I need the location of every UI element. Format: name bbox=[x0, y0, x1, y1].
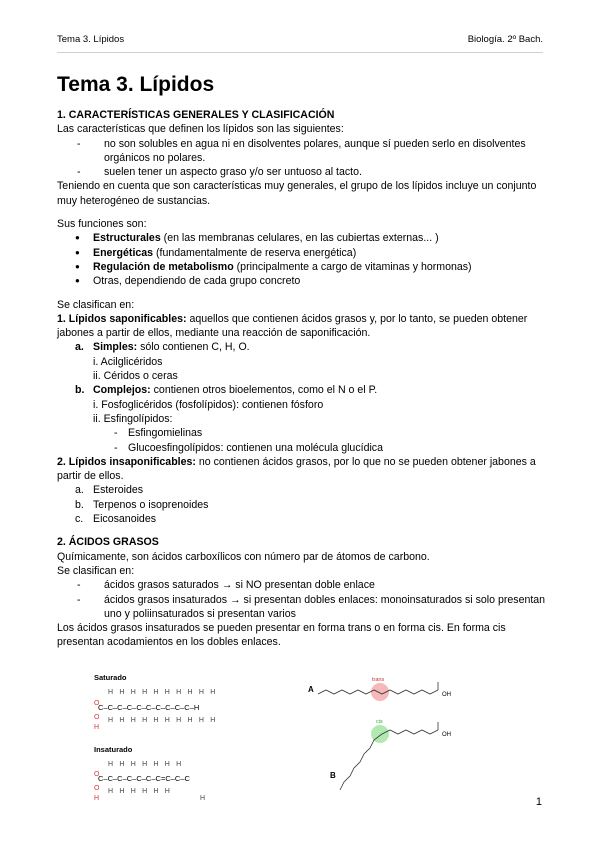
fatty-acid-types-list bbox=[57, 578, 547, 621]
page-number: 1 bbox=[535, 796, 542, 808]
complex-i: i. Fosfoglicéridos (fosfolípidos): contienen fósforo bbox=[93, 398, 324, 411]
svg-text:O: O bbox=[94, 700, 100, 707]
classification-intro: Se clasifican en: bbox=[57, 298, 135, 311]
sphingolipids-list bbox=[57, 426, 547, 455]
list-item: - ácidos grasos saturados → si NO presentan doble enlace bbox=[57, 578, 547, 592]
s2-after: Los ácidos grasos insaturados se pueden presentar en forma trans o en forma cis. En forma cis presentan acodamientos en los dobles enlaces. bbox=[57, 622, 506, 649]
list-item: ● Energéticas (fundamentalmente de reserva energética) bbox=[57, 246, 547, 260]
svg-text:HHHHHHHHHH: HHHHHHHHHH bbox=[108, 717, 222, 724]
list-item: - suelen tener un aspecto graso y/o ser untuoso al tacto. bbox=[57, 165, 547, 179]
svg-text:H: H bbox=[200, 795, 206, 802]
svg-text:HHHHHHH: HHHHHHH bbox=[108, 761, 188, 768]
s2-class-intro: Se clasifican en: bbox=[57, 564, 135, 577]
simple-ii: ii. Céridos o ceras bbox=[93, 370, 178, 383]
list-item: a. Simples: sólo contienen C, H, O. bbox=[75, 341, 250, 354]
fatty-acid-diagram bbox=[90, 672, 470, 812]
saturated-label: Saturado bbox=[94, 673, 127, 682]
svg-text:O: O bbox=[94, 785, 100, 792]
list-item: a. Esteroides bbox=[75, 484, 144, 497]
trans-oh: OH bbox=[442, 692, 451, 698]
functions-list bbox=[57, 231, 547, 288]
header-divider bbox=[57, 52, 543, 53]
functions-intro: Sus funciones son: bbox=[57, 218, 147, 231]
page-header bbox=[57, 34, 543, 45]
simple-i: i. Acilglicéridos bbox=[93, 355, 163, 368]
list-item: - Esfingomielinas bbox=[57, 426, 547, 440]
complex-list bbox=[57, 383, 547, 397]
header-left: Tema 3. Lípidos bbox=[57, 34, 125, 45]
s1-after: Teniendo en cuenta que son características muy generales, el grupo de los lípidos incluye un conjunto muy heterogéneo de sustancias. bbox=[57, 180, 537, 207]
saponifiable-paragraph: 1. Lípidos saponificables: aquellos que contienen ácidos grasos y, por lo tanto, se pueden obtener jabones a partir de ellos, mediante una reacción de saponificación. bbox=[57, 312, 528, 340]
svg-text:H: H bbox=[94, 795, 100, 802]
list-item: ● Otras, dependiendo de cada grupo concreto bbox=[57, 274, 547, 288]
insaponifiable-paragraph: 2. Lípidos insaponificables: no contienen ácidos grasos, por lo que no se pueden obtener jabones a partir de ellos. bbox=[57, 455, 536, 483]
section-2-heading: 2. ÁCIDOS GRASOS bbox=[57, 536, 159, 549]
page-title: Tema 3. Lípidos bbox=[57, 73, 215, 96]
s2-intro: Químicamente, son ácidos carboxílicos con número par de átomos de carbono. bbox=[57, 550, 430, 563]
trans-molecule-label: A bbox=[308, 685, 314, 694]
section-1-heading: 1. CARACTERÍSTICAS GENERALES Y CLASIFICACIÓN bbox=[57, 109, 335, 121]
svg-text:HHHHHH: HHHHHH bbox=[108, 788, 177, 795]
unsaturated-label: Insaturado bbox=[94, 745, 133, 754]
list-item: - no son solubles en agua ni en disolventes polares, aunque sí pueden serlo en disolventes orgánicos no polares. bbox=[57, 137, 547, 166]
complex-ii: ii. Esfingolípidos: bbox=[93, 412, 173, 425]
cis-oh: OH bbox=[442, 732, 451, 738]
list-item: b. Complejos: contienen otros bioelementos, como el N o el P. bbox=[75, 384, 378, 397]
saturated-chain: C–C–C–C–C–C–C–C–C–C–H bbox=[98, 703, 200, 712]
header-right: Biología. 2º Bach. bbox=[467, 34, 543, 45]
svg-text:HHHHHHHHHH: HHHHHHHHHH bbox=[108, 689, 222, 696]
characteristics-list bbox=[57, 137, 547, 180]
svg-text:O: O bbox=[94, 714, 100, 721]
list-item: c. Eicosanoides bbox=[75, 513, 157, 526]
fatty-acid-figure bbox=[90, 672, 470, 812]
list-item: - Glucoesfingolípidos: contienen una molécula glucídica bbox=[57, 441, 547, 455]
s1-intro: Las características que definen los lípidos son las siguientes: bbox=[57, 123, 344, 136]
trans-tag: trans bbox=[372, 677, 385, 683]
document-body bbox=[57, 72, 547, 650]
svg-text:O: O bbox=[94, 771, 100, 778]
svg-text:H: H bbox=[94, 724, 100, 731]
cis-tag: cis bbox=[376, 719, 383, 725]
unsaturated-chain: C–C–C–C–C–C–C=C–C–C bbox=[98, 774, 190, 783]
list-item: b. Terpenos o isoprenoides bbox=[75, 498, 209, 511]
cis-molecule-label: B bbox=[330, 771, 336, 780]
list-item: - ácidos grasos insaturados → si presentan dobles enlaces: monoinsaturados si solo presentan uno y poliinsaturados si presentan varios bbox=[57, 593, 547, 622]
saponifiable-list bbox=[57, 340, 547, 354]
insaponifiable-list bbox=[57, 483, 547, 526]
list-item: ● Regulación de metabolismo (principalmente a cargo de vitaminas y hormonas) bbox=[57, 260, 547, 274]
list-item: ● Estructurales (en las membranas celulares, en las cubiertas externas... ) bbox=[57, 231, 547, 245]
